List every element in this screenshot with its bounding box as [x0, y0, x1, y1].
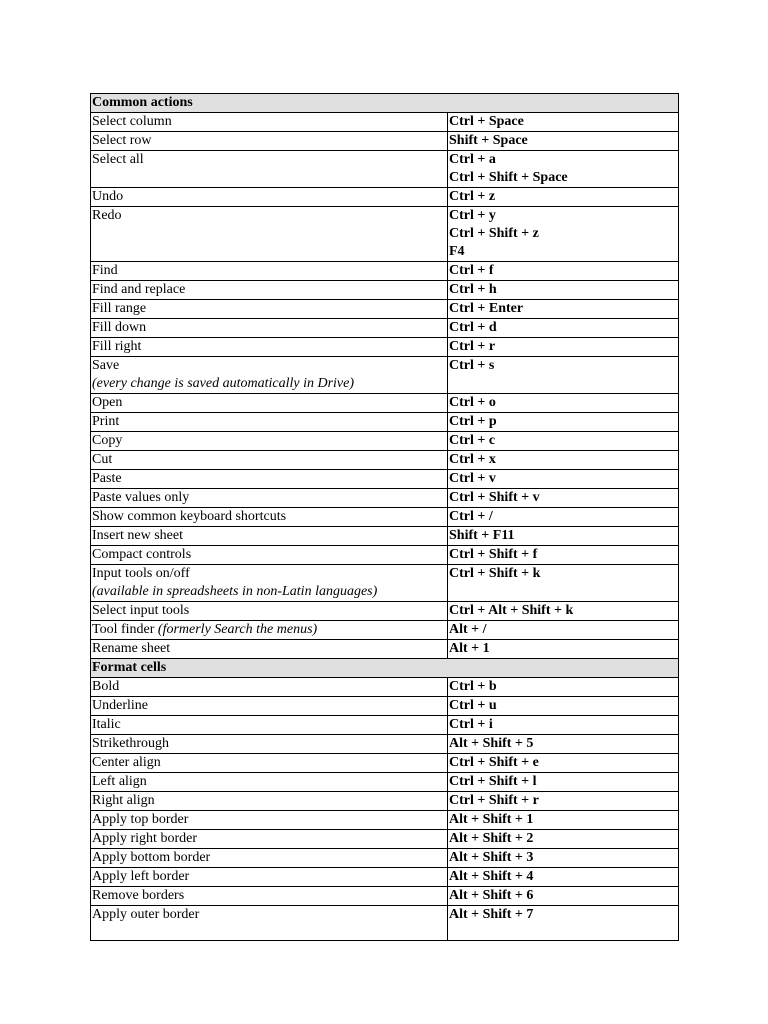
action-cell [91, 640, 448, 659]
shortcut-row [91, 773, 679, 792]
action-label: Fill range [92, 301, 147, 316]
key-combo: Ctrl + / [449, 509, 493, 524]
keys-cell [448, 207, 679, 262]
key-combo: Alt + Shift + 2 [449, 831, 534, 846]
action-cell [91, 300, 448, 319]
key-combo: Ctrl + z [449, 189, 496, 204]
action-cell [91, 565, 448, 602]
action-cell [91, 792, 448, 811]
action-cell [91, 811, 448, 830]
key-combo: F4 [449, 244, 465, 259]
action-label: Left align [92, 774, 147, 789]
action-cell [91, 470, 448, 489]
action-label: Copy [92, 433, 123, 448]
action-cell [91, 678, 448, 697]
keys-cell [448, 830, 679, 849]
key-combo: Ctrl + Space [449, 114, 524, 129]
keys-cell [448, 868, 679, 887]
key-combo: Ctrl + Shift + z [449, 226, 539, 241]
shortcut-row [91, 300, 679, 319]
key-combo: Alt + / [449, 622, 487, 637]
key-combo: Ctrl + v [449, 471, 496, 486]
action-label: Input tools on/off [92, 566, 190, 581]
shortcut-row [91, 470, 679, 489]
action-cell [91, 849, 448, 868]
key-combo: Ctrl + r [449, 339, 496, 354]
keys-cell [448, 849, 679, 868]
action-label: Apply outer border [92, 907, 200, 922]
keys-cell [448, 527, 679, 546]
action-label: Center align [92, 755, 161, 770]
section-title: Format cells [91, 659, 679, 678]
action-cell [91, 546, 448, 565]
keys-cell [448, 546, 679, 565]
shortcut-row [91, 868, 679, 887]
shortcut-row [91, 697, 679, 716]
action-cell [91, 754, 448, 773]
action-note: (formerly Search the menus) [157, 622, 318, 637]
keys-cell [448, 508, 679, 527]
key-combo: Ctrl + u [449, 698, 497, 713]
action-label: Apply top border [92, 812, 189, 827]
action-label: Remove borders [92, 888, 185, 903]
key-combo: Ctrl + d [449, 320, 497, 335]
keys-cell [448, 262, 679, 281]
action-label: Show common keyboard shortcuts [92, 509, 287, 524]
action-label: Right align [92, 793, 155, 808]
shortcuts-table-body [91, 94, 679, 941]
shortcut-row [91, 357, 679, 394]
key-combo: Ctrl + p [449, 414, 497, 429]
action-label: Compact controls [92, 547, 192, 562]
keys-cell [448, 716, 679, 735]
shortcut-row [91, 546, 679, 565]
action-label: Apply left border [92, 869, 190, 884]
keys-cell [448, 678, 679, 697]
action-label: Cut [92, 452, 113, 467]
keys-cell [448, 602, 679, 621]
section-header [91, 659, 679, 678]
action-label: Underline [92, 698, 148, 713]
action-cell [91, 113, 448, 132]
shortcut-row [91, 887, 679, 906]
action-label: Paste [92, 471, 122, 486]
key-combo: Alt + Shift + 7 [449, 907, 534, 922]
action-cell [91, 207, 448, 262]
shortcut-row [91, 207, 679, 262]
shortcut-row [91, 319, 679, 338]
key-combo: Ctrl + Alt + Shift + k [449, 603, 574, 618]
action-cell [91, 281, 448, 300]
action-cell [91, 697, 448, 716]
action-cell [91, 489, 448, 508]
shortcut-row [91, 489, 679, 508]
action-label: Save [92, 358, 120, 373]
action-cell [91, 394, 448, 413]
shortcut-row [91, 262, 679, 281]
key-combo: Alt + Shift + 5 [449, 736, 534, 751]
shortcut-row [91, 508, 679, 527]
keys-cell [448, 319, 679, 338]
key-combo: Ctrl + y [449, 208, 496, 223]
key-combo: Alt + Shift + 1 [449, 812, 534, 827]
shortcut-row [91, 602, 679, 621]
action-label: Select row [92, 133, 152, 148]
shortcut-row [91, 527, 679, 546]
shortcut-row [91, 716, 679, 735]
action-cell [91, 716, 448, 735]
shortcut-row [91, 432, 679, 451]
action-label: Bold [92, 679, 120, 694]
action-label: Select column [92, 114, 172, 129]
action-label: Open [92, 395, 123, 410]
shortcut-row [91, 830, 679, 849]
action-cell [91, 868, 448, 887]
shortcut-row [91, 188, 679, 207]
keys-cell [448, 792, 679, 811]
action-label: Strikethrough [92, 736, 169, 751]
key-combo: Ctrl + o [449, 395, 496, 410]
shortcut-row [91, 132, 679, 151]
action-cell [91, 602, 448, 621]
action-cell [91, 432, 448, 451]
key-combo: Ctrl + Shift + v [449, 490, 540, 505]
action-cell [91, 906, 448, 941]
shortcut-row [91, 565, 679, 602]
action-label: Apply right border [92, 831, 197, 846]
key-combo: Alt + 1 [449, 641, 490, 656]
action-label: Italic [92, 717, 121, 732]
keys-cell [448, 773, 679, 792]
action-label: Find and replace [92, 282, 186, 297]
keys-cell [448, 811, 679, 830]
shortcut-row [91, 849, 679, 868]
key-combo: Ctrl + f [449, 263, 494, 278]
key-combo: Alt + Shift + 6 [449, 888, 534, 903]
section-header [91, 94, 679, 113]
key-combo: Ctrl + i [449, 717, 493, 732]
action-label: Select all [92, 152, 144, 167]
key-combo: Ctrl + h [449, 282, 497, 297]
key-combo: Ctrl + Shift + Space [449, 170, 568, 185]
key-combo: Ctrl + b [449, 679, 497, 694]
keys-cell [448, 338, 679, 357]
shortcut-row [91, 792, 679, 811]
key-combo: Ctrl + Shift + l [449, 774, 537, 789]
action-label: Insert new sheet [92, 528, 183, 543]
action-cell [91, 188, 448, 207]
shortcut-row [91, 394, 679, 413]
shortcut-row [91, 735, 679, 754]
key-combo: Ctrl + s [449, 358, 495, 373]
shortcut-row [91, 113, 679, 132]
keys-cell [448, 188, 679, 207]
shortcut-row [91, 906, 679, 941]
keys-cell [448, 413, 679, 432]
action-label: Select input tools [92, 603, 190, 618]
shortcut-row [91, 678, 679, 697]
keys-cell [448, 697, 679, 716]
action-cell [91, 413, 448, 432]
keys-cell [448, 300, 679, 319]
shortcut-row [91, 151, 679, 188]
keys-cell [448, 132, 679, 151]
keys-cell [448, 394, 679, 413]
shortcuts-table [90, 93, 679, 941]
key-combo: Alt + Shift + 4 [449, 869, 534, 884]
keys-cell [448, 432, 679, 451]
shortcut-row [91, 338, 679, 357]
keys-cell [448, 489, 679, 508]
action-cell [91, 151, 448, 188]
action-label: Paste values only [92, 490, 190, 505]
shortcut-row [91, 754, 679, 773]
key-combo: Shift + Space [449, 133, 528, 148]
shortcut-row [91, 281, 679, 300]
action-label: Fill right [92, 339, 142, 354]
keys-cell [448, 113, 679, 132]
keys-cell [448, 357, 679, 394]
action-cell [91, 527, 448, 546]
shortcut-row [91, 640, 679, 659]
shortcut-row [91, 811, 679, 830]
action-cell [91, 887, 448, 906]
keys-cell [448, 906, 679, 941]
action-label: Print [92, 414, 120, 429]
action-cell [91, 262, 448, 281]
action-label: Tool finder [92, 622, 155, 637]
shortcut-row [91, 413, 679, 432]
action-cell [91, 508, 448, 527]
key-combo: Ctrl + Shift + k [449, 566, 541, 581]
key-combo: Ctrl + c [449, 433, 496, 448]
action-label: Apply bottom border [92, 850, 211, 865]
action-cell [91, 132, 448, 151]
key-combo: Alt + Shift + 3 [449, 850, 534, 865]
shortcut-row [91, 621, 679, 640]
action-cell [91, 319, 448, 338]
keys-cell [448, 735, 679, 754]
action-cell [91, 621, 448, 640]
key-combo: Ctrl + a [449, 152, 496, 167]
action-note: (every change is saved automatically in Drive) [92, 376, 355, 391]
action-label: Undo [92, 189, 124, 204]
action-label: Find [92, 263, 118, 278]
keys-cell [448, 887, 679, 906]
action-cell [91, 357, 448, 394]
action-cell [91, 338, 448, 357]
keys-cell [448, 754, 679, 773]
key-combo: Ctrl + Enter [449, 301, 524, 316]
keys-cell [448, 151, 679, 188]
keys-cell [448, 640, 679, 659]
action-cell [91, 830, 448, 849]
section-title: Common actions [91, 94, 679, 113]
action-cell [91, 451, 448, 470]
action-cell [91, 735, 448, 754]
keys-cell [448, 281, 679, 300]
action-label: Fill down [92, 320, 147, 335]
keys-cell [448, 565, 679, 602]
action-cell [91, 773, 448, 792]
key-combo: Ctrl + Shift + r [449, 793, 539, 808]
action-label: Redo [92, 208, 122, 223]
action-note: (available in spreadsheets in non-Latin languages) [92, 584, 378, 599]
keys-cell [448, 621, 679, 640]
keys-cell [448, 451, 679, 470]
shortcut-row [91, 451, 679, 470]
action-label: Rename sheet [92, 641, 171, 656]
key-combo: Ctrl + Shift + e [449, 755, 539, 770]
key-combo: Ctrl + Shift + f [449, 547, 538, 562]
key-combo: Shift + F11 [449, 528, 515, 543]
keys-cell [448, 470, 679, 489]
key-combo: Ctrl + x [449, 452, 496, 467]
